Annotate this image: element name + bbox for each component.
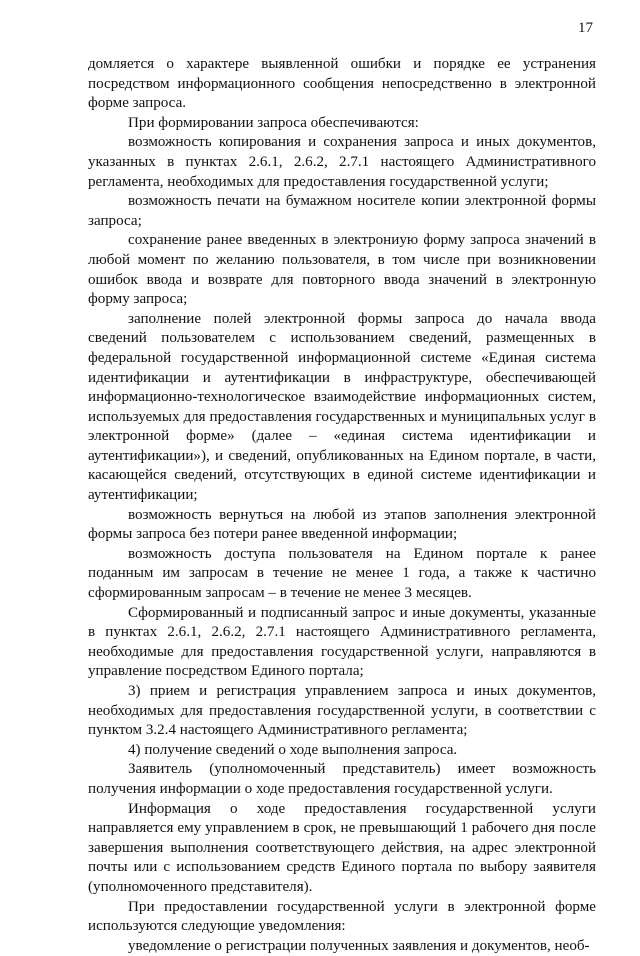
- paragraph: возможность копирования и сохранения запроса и иных документов, указанных в пунктах 2.6.1, 2.6.2, 2.7.1 настоящего Административного регламента, необходимых для предоставления государственной услуги;: [88, 134, 596, 190]
- paragraph: возможность вернуться на любой из этапов заполнения электронной формы запроса без потери ранее введенной информации;: [88, 506, 596, 543]
- paragraph: При формировании запроса обеспечиваются:: [128, 114, 419, 131]
- paragraph: Сформированный и подписанный запрос и иные документы, указанные в пунктах 2.6.1, 2.6.2, 2.7.1 настоящего Административного регламента, необходимые для предоставления государственной услуги, направляются в управление посредством Единого портала;: [88, 604, 596, 680]
- paragraph: Заявитель (уполномоченный представитель) имеет возможность получения информации о ходе предоставления государственной услуги.: [88, 761, 596, 797]
- paragraph: домляется о характере выявленной ошибки и порядке ее устранения посредством информационного сообщения непосредственно в электронной форме запроса.: [88, 56, 596, 112]
- page-number: 17: [578, 20, 593, 36]
- paragraph: 3) прием и регистрация управлением запроса и иных документов, необходимых для предоставления государственной услуги, в соответствии с пунктом 3.2.4 настоящего Административного регламента;: [88, 683, 596, 739]
- paragraph: заполнение полей электронной формы запроса до начала ввода сведений пользователем с использованием сведений, размещенных в федеральной государственной информационной системе «Единая система идентификации и аутентификации в инфраструктуре, обеспечивающей информационно-технологическое взаимодействие информационных систем, используемых для предоставления государственных и муниципальных услуг в электронной форме» (далее – «единая система идентификации и аутентификации»), и сведений, опубликованных на Едином портале, в части, касающейся сведений, отсутствующих в единой системе идентификации и аутентификации;: [88, 310, 596, 504]
- paragraph: возможность печати на бумажном носителе копии электронной формы запроса;: [88, 193, 596, 229]
- paragraph: сохранение ранее введенных в электрониую форму запроса значений в любой момент по желанию пользователя, в том числе при возникновении ошибок ввода и возврате для повторного ввода значений в электронную форму запроса;: [88, 232, 596, 308]
- paragraph: Информация о ходе предоставления государственной услуги направляется ему управлением в срок, не превышающий 1 рабочего дня после завершения выполнения соответствующего действия, на адрес электронной почты или с использованием средств Единого портала по выбору заявителя (уполномоченного представителя).: [88, 800, 596, 895]
- paragraph: уведомление о регистрации полученных заявления и документов, необ-: [128, 937, 590, 954]
- paragraph: При предоставлении государственной услуги в электронной форме используются следующие уведомления:: [88, 898, 596, 935]
- document-body: [88, 55, 596, 956]
- paragraph: 4) получение сведений о ходе выполнения запроса.: [128, 741, 458, 758]
- paragraph: возможность доступа пользователя на Едином портале к ранее поданным им запросам в течение не менее 1 года, а также к частично сформированным запросам – в течение не менее 3 месяцев.: [88, 545, 596, 602]
